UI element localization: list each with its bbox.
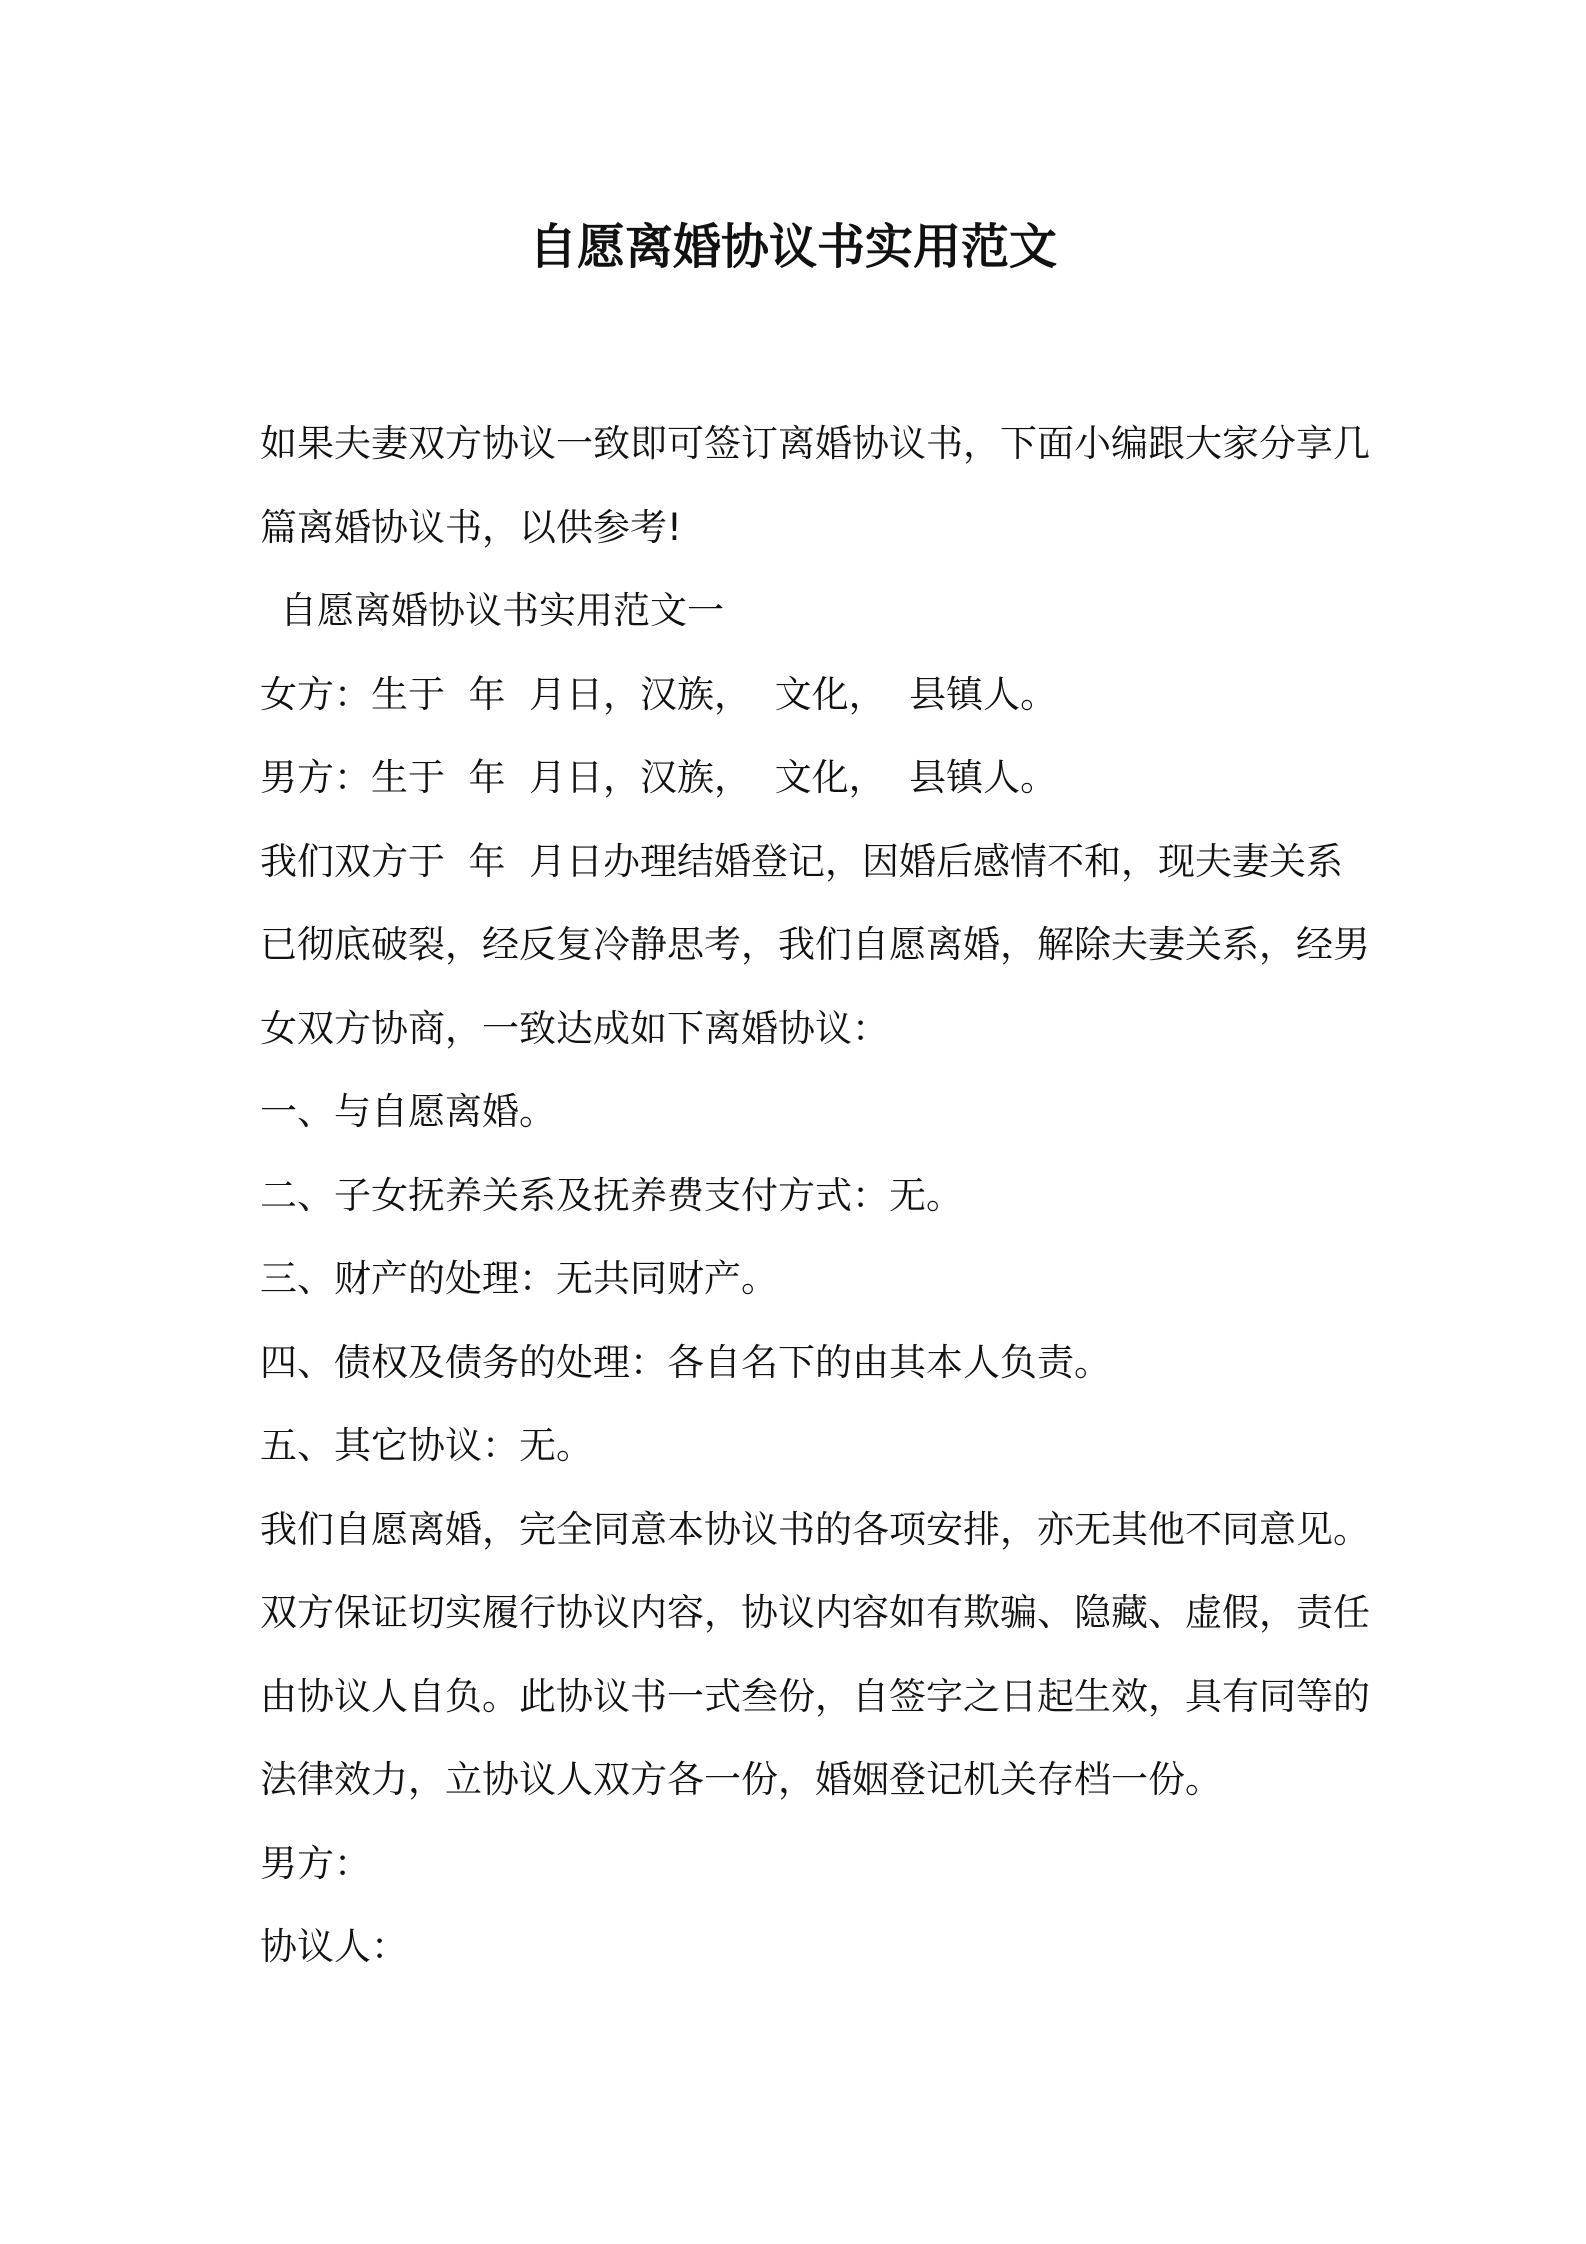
female-party-info: 女方：生于 年 月日，汉族， 文化， 县镇人。: [260, 672, 1058, 716]
intro-paragraph: 如果夫妻双方协议一致即可签订离婚协议书，下面小编跟大家分享几篇离婚协议书，以供参考!: [260, 422, 1370, 549]
sample-subtitle: 自愿离婚协议书实用范文一: [280, 589, 724, 632]
agreement-item-2: 二、子女抚养关系及抚养费支付方式：无。: [260, 1173, 963, 1217]
agreement-item-5: 五、其它协议：无。: [260, 1424, 593, 1467]
document-body: [242, 402, 1372, 1989]
agreement-item-4: 四、债权及债务的处理：各自名下的由其本人负责。: [260, 1340, 1111, 1384]
document-title: 自愿离婚协议书实用范文: [528, 219, 1057, 275]
male-party-info: 男方：生于 年 月日，汉族， 文化， 县镇人。: [260, 756, 1058, 799]
background-paragraph: 我们双方于 年 月日办理结婚登记，因婚后感情不和，现夫妻关系已彻底破裂，经反复冷静思考，我们自愿离婚，解除夫妻关系，经男女双方协商，一致达成如下离婚协议：: [260, 839, 1370, 1050]
agreement-item-1: 一、与自愿离婚。: [260, 1090, 556, 1133]
signature-male: 男方：: [260, 1841, 371, 1885]
agreement-item-3: 三、财产的处理：无共同财产。: [260, 1257, 778, 1300]
signature-party: 协议人：: [260, 1925, 408, 1968]
closing-paragraph: 我们自愿离婚，完全同意本协议书的各项安排，亦无其他不同意见。双方保证切实履行协议内容，协议内容如有欺骗、隐藏、虚假，责任由协议人自负。此协议书一式叁份，自签字之日起生效，具有同等的法律效力，立协议人双方各一份，婚姻登记机关存档一份。: [260, 1507, 1370, 1801]
